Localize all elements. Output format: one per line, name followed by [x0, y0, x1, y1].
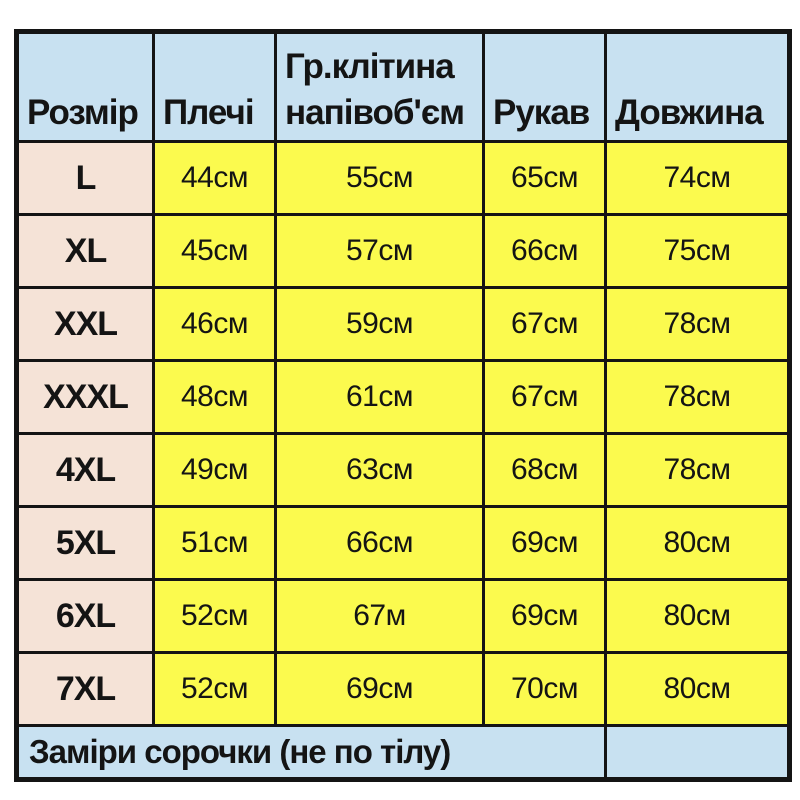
col-header-size-label: Розмір — [27, 92, 138, 132]
length-cell: 75см — [606, 215, 790, 288]
size-cell: 7XL — [17, 653, 154, 726]
size-cell: XXL — [17, 288, 154, 361]
chest-cell: 63см — [276, 434, 484, 507]
chest-cell: 61см — [276, 361, 484, 434]
col-header-chest-line1: Гр.клітина — [285, 47, 454, 86]
col-header-sleeve-label: Рукав — [493, 92, 590, 132]
sleeve-cell: 68см — [484, 434, 606, 507]
chest-cell: 55см — [276, 142, 484, 215]
col-header-length-label: Довжина — [615, 92, 763, 132]
sleeve-cell: 67см — [484, 361, 606, 434]
length-cell: 78см — [606, 434, 790, 507]
chest-cell: 67м — [276, 580, 484, 653]
chest-cell: 57см — [276, 215, 484, 288]
footer-note: Заміри сорочки (не по тілу) — [17, 726, 606, 780]
sleeve-cell: 69см — [484, 507, 606, 580]
length-cell: 78см — [606, 288, 790, 361]
sleeve-cell: 66см — [484, 215, 606, 288]
sleeve-cell: 70см — [484, 653, 606, 726]
size-cell: XXXL — [17, 361, 154, 434]
header-row — [17, 32, 790, 142]
size-cell: 6XL — [17, 580, 154, 653]
col-header-chest-line2: напівоб'єм — [285, 92, 465, 132]
shoulders-cell: 49см — [154, 434, 276, 507]
col-header-shoulders-label: Плечі — [163, 92, 254, 132]
table-row — [17, 653, 790, 726]
shoulders-cell: 52см — [154, 580, 276, 653]
col-header-sleeve — [484, 32, 606, 142]
length-cell: 78см — [606, 361, 790, 434]
table-row — [17, 142, 790, 215]
shoulders-cell: 46см — [154, 288, 276, 361]
chest-cell: 66см — [276, 507, 484, 580]
table-row — [17, 288, 790, 361]
table-row — [17, 434, 790, 507]
footer-empty-cell — [606, 726, 790, 780]
sleeve-cell: 65см — [484, 142, 606, 215]
col-header-length — [606, 32, 790, 142]
shoulders-cell: 45см — [154, 215, 276, 288]
length-cell: 80см — [606, 580, 790, 653]
footer-row — [17, 726, 790, 780]
size-cell: 5XL — [17, 507, 154, 580]
col-header-chest — [276, 32, 484, 142]
length-cell: 80см — [606, 507, 790, 580]
shoulders-cell: 48см — [154, 361, 276, 434]
sleeve-cell: 69см — [484, 580, 606, 653]
shoulders-cell: 51см — [154, 507, 276, 580]
size-cell: 4XL — [17, 434, 154, 507]
length-cell: 74см — [606, 142, 790, 215]
chest-cell: 59см — [276, 288, 484, 361]
length-cell: 80см — [606, 653, 790, 726]
chest-cell: 69см — [276, 653, 484, 726]
size-chart-table — [14, 29, 792, 782]
col-header-shoulders — [154, 32, 276, 142]
table-row — [17, 507, 790, 580]
sleeve-cell: 67см — [484, 288, 606, 361]
shoulders-cell: 44см — [154, 142, 276, 215]
col-header-size — [17, 32, 154, 142]
size-cell: XL — [17, 215, 154, 288]
table-row — [17, 361, 790, 434]
size-cell: L — [17, 142, 154, 215]
table-row — [17, 215, 790, 288]
shoulders-cell: 52см — [154, 653, 276, 726]
table-row — [17, 580, 790, 653]
